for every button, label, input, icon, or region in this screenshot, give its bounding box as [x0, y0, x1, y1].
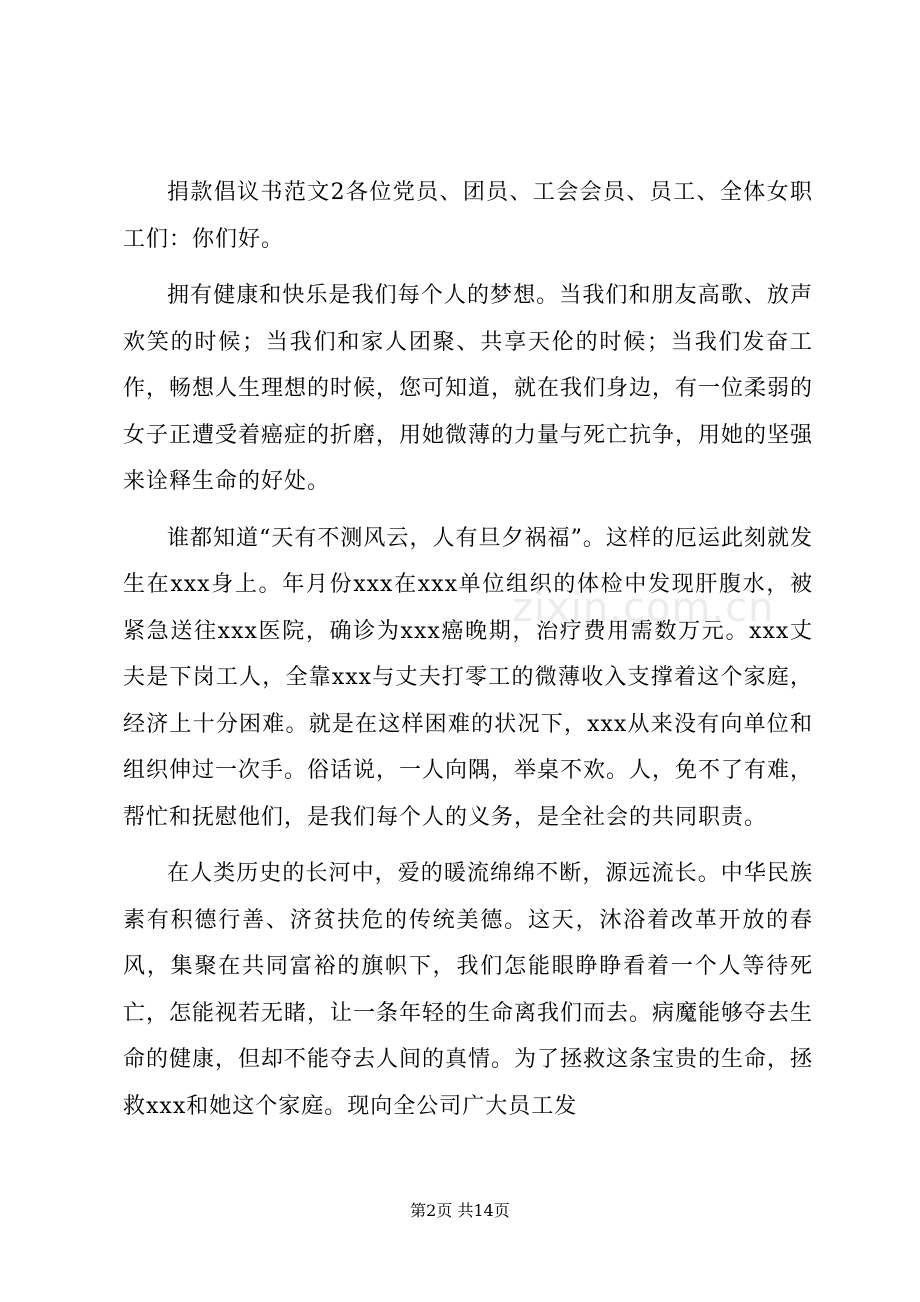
- paragraph-misfortune: 谁都知道“天有不测风云，人有旦夕祸福”。这样的厄运此刻就发生在xxx身上。年月份xxx在xxx单位组织的体检中发现肝腹水，被紧急送往xxx医院，确诊为xxx癌晚期，治疗费用需数万元。xxx丈夫是下岗工人，全靠xxx与丈夫打零工的微薄收入支撑着这个家庭，经济上十分困难。就是在这样困难的状况下，xxx从来没有向单位和组织伸过一次手。俗话说，一人向隅，举桌不欢。人，免不了有难，帮忙和抚慰他们，是我们每个人的义务，是全社会的共同职责。: [123, 525, 814, 830]
- watermark: zixin.com.cn: [512, 585, 775, 631]
- document-body: [123, 170, 813, 1140]
- paragraph-greeting: 捐款倡议书范文2各位党员、团员、工会会员、员工、全体女职工们：你们好。: [123, 180, 813, 252]
- paragraph-dream: 拥有健康和快乐是我们每个人的梦想。当我们和朋友高歌、放声欢笑的时候；当我们和家人团聚、共享天伦的时候；当我们发奋工作，畅想人生理想的时候，您可知道，就在我们身边，有一位柔弱的女子正遭受着癌症的折磨，用她微薄的力量与死亡抗争，用她的坚强来诠释生命的好处。: [123, 283, 814, 494]
- paragraph-appeal: 在人类历史的长河中，爱的暖流绵绵不断，源远流长。中华民族素有积德行善、济贫扶危的传统美德。这天，沐浴着改革开放的春风，集聚在共同富裕的旗帜下，我们怎能眼睁睁看着一个人等待死亡，怎能视若无睹，让一条年轻的生命离我们而去。病魔能够夺去生命的健康，但却不能夺去人间的真情。为了拯救这条宝贵的生命，拯救xxx和她这个家庭。现向全公司广大员工发: [123, 861, 814, 1119]
- page-footer: 第2页 共14页: [410, 1201, 510, 1220]
